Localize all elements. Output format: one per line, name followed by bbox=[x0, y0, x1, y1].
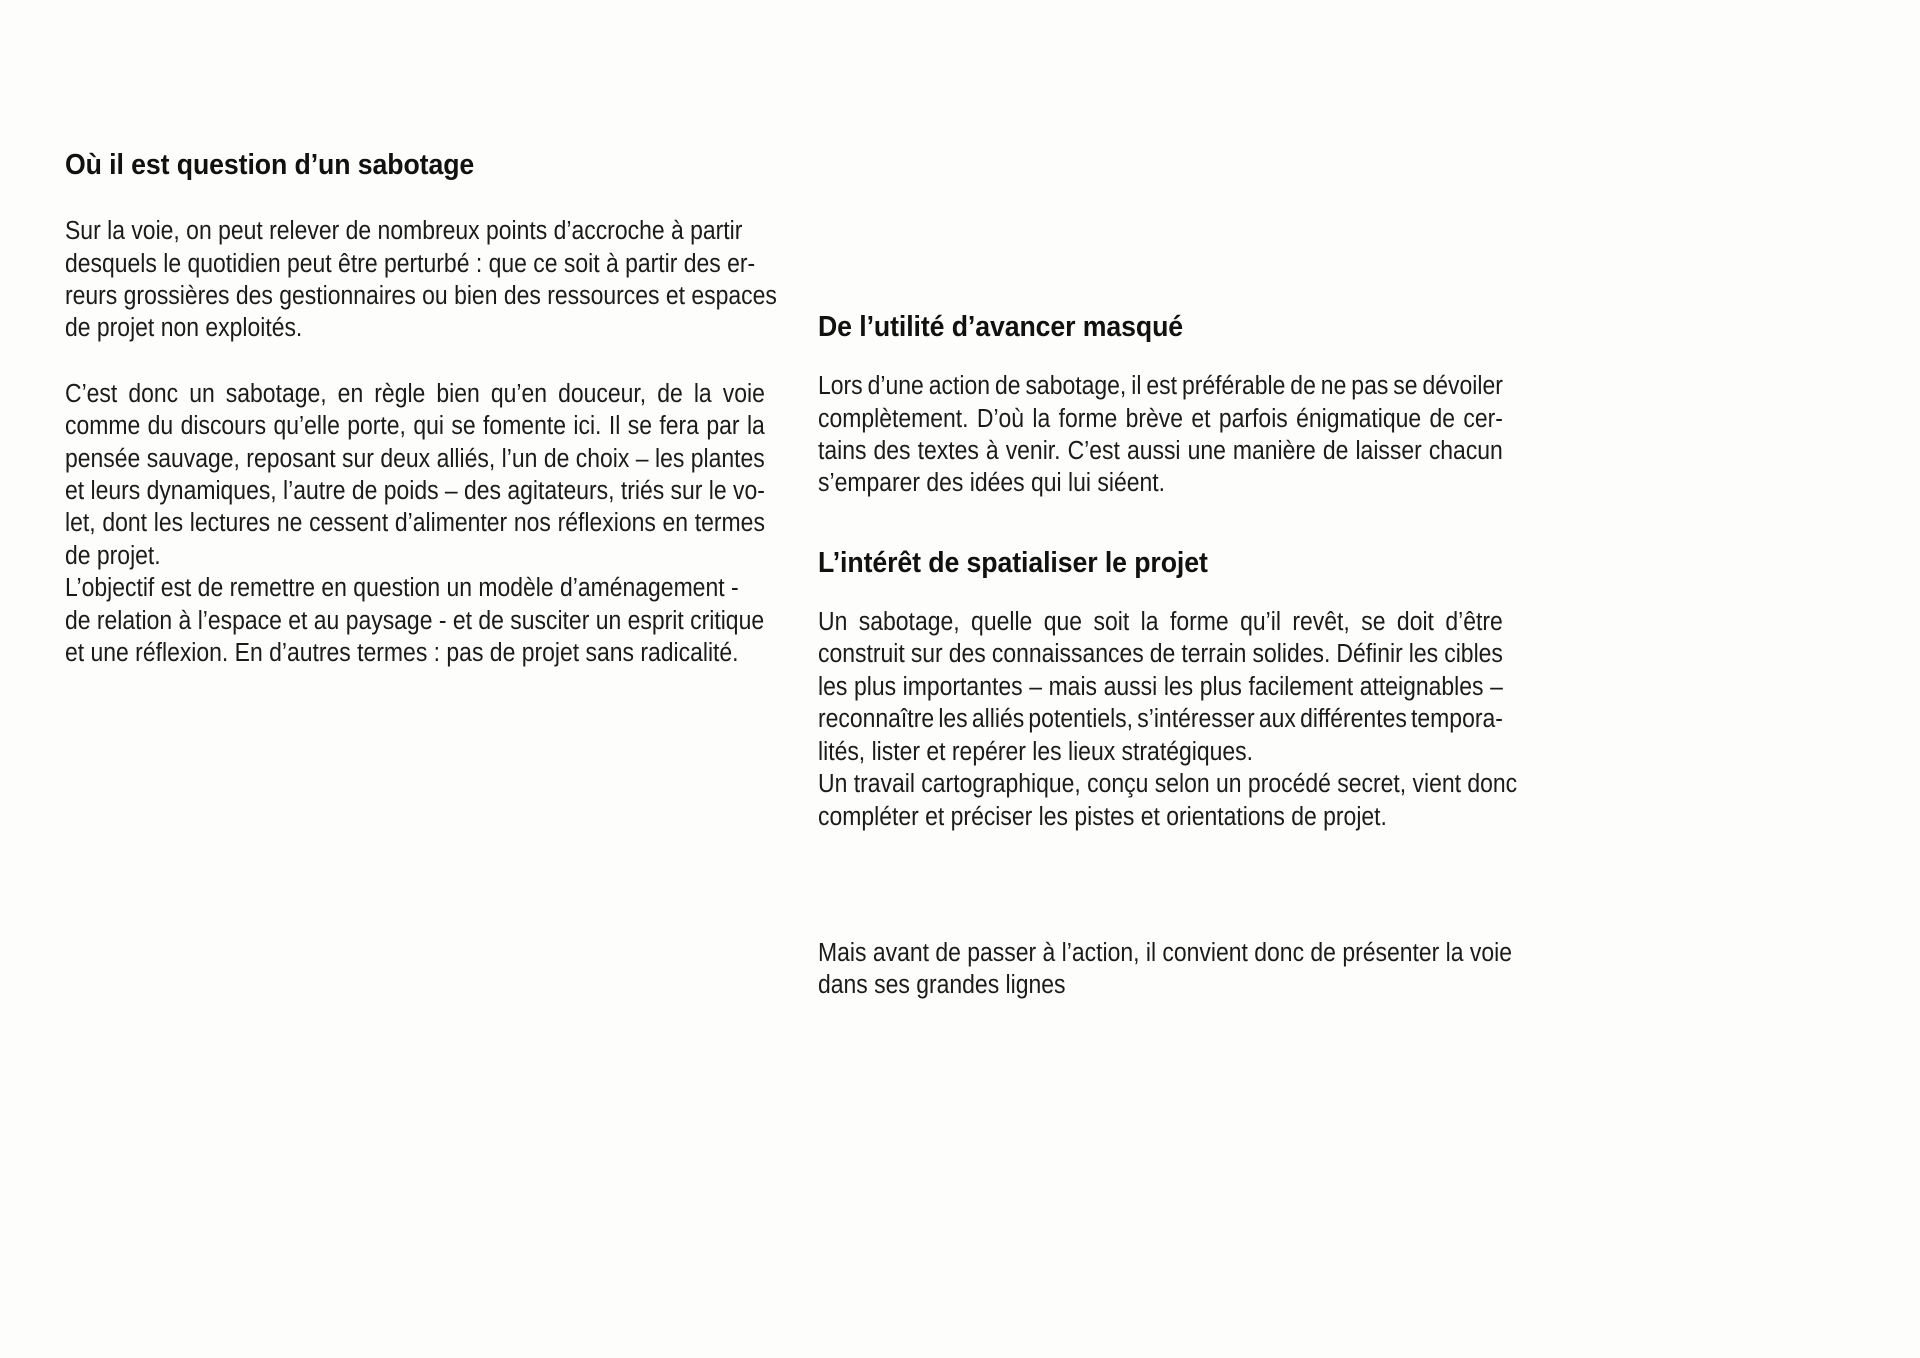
heading-de-lutilite-davancer-masque: De l’utilité d’avancer masqué bbox=[818, 311, 1184, 343]
left-column bbox=[65, 148, 777, 670]
right-paragraph-1: Lors d’une action de sabotage, il est préférable de ne pas se dévoiler complètement. D’où la forme brève et parfois énigmatique de cer- tains des textes à venir. C’est aussi une manière de laisser chacun s’emparer des idées qui lui siéent. bbox=[818, 372, 1503, 498]
spacer bbox=[65, 182, 765, 215]
right-paragraph-3: Un travail cartographique, conçu selon un procédé secret, vient donc compléter et préciser les pistes et orientations de projet. bbox=[818, 770, 1518, 831]
spacer bbox=[818, 833, 1503, 937]
left-paragraph-1: Sur la voie, on peut relever de nombreux points d’accroche à partir desquels le quotidien peut être perturbé : que ce soit à partir des er- reurs grossières des gestionnaires ou bien des ressources et espaces de projet non exploités. bbox=[65, 217, 777, 343]
left-paragraph-3: L’objectif est de remettre en question un modèle d’aménagement - de relation à l’espace et au paysage - et de susciter un esprit critique et une réflexion. En d’autres termes : pas de projet sans radicalité. bbox=[65, 574, 765, 668]
heading-linteret-de-spatialiser-le-projet: L’intérêt de spatialiser le projet bbox=[818, 546, 1208, 579]
spacer bbox=[65, 345, 765, 378]
spacer bbox=[818, 344, 1503, 370]
spacer bbox=[818, 500, 1503, 546]
heading-ou-il-est-question-dun-sabotage: Où il est question d’un sabotage bbox=[65, 149, 475, 181]
right-paragraph-2: Un sabotage, quelle que soit la forme qu’il revêt, se doit d’être construit sur des connaissances de terrain solides. Définir les cibles les plus importantes – mais aussi les plus facilement atteignables – reconnaître les alliés potentiels, s’intéresser aux différentes tempora- lités, lister et repérer les lieux stratégiques. bbox=[818, 608, 1503, 766]
right-column bbox=[818, 310, 1518, 1002]
right-paragraph-4-closing: Mais avant de passer à l’action, il convient donc de présenter la voie dans ses grandes lignes bbox=[818, 938, 1512, 1000]
left-paragraph-2: C’est donc un sabotage, en règle bien qu’en douceur, de la voie comme du discours qu’elle porte, qui se fomente ici. Il se fera par la pensée sauvage, reposant sur deux alliés, l’un de choix – les plantes et leurs dynamiques, l’autre de poids – des agitateurs, triés sur le vo- let, dont les lectures ne cessent d’alimenter nos réflexions en termes de projet. bbox=[65, 379, 765, 570]
spacer bbox=[818, 580, 1503, 606]
